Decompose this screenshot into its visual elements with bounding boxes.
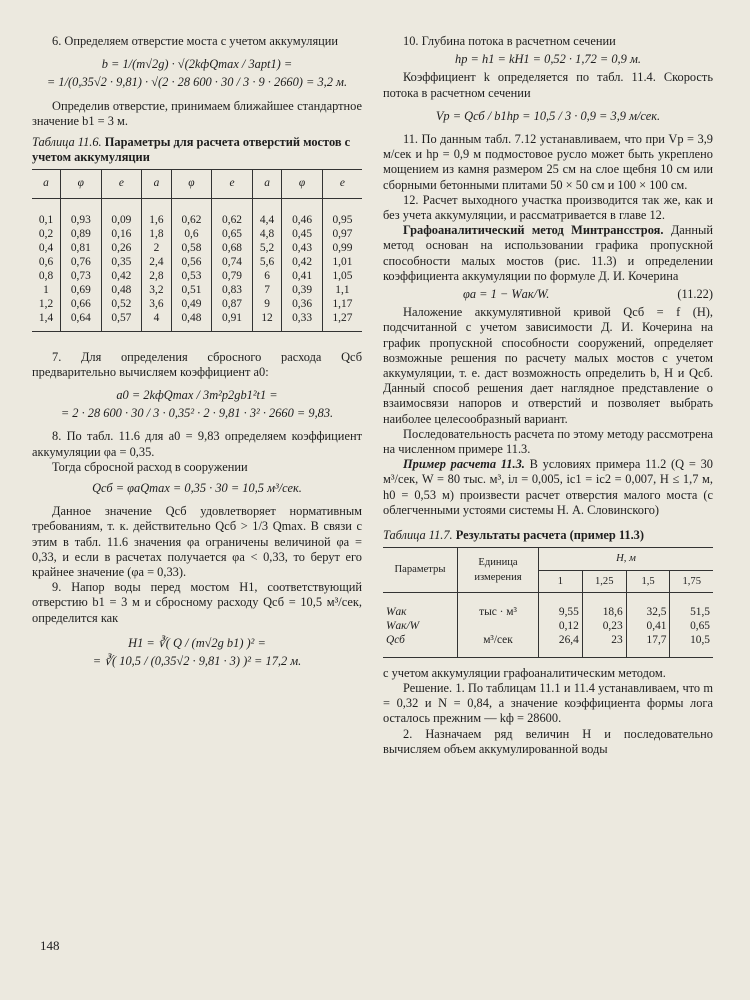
table-cell: 3,2 [142, 283, 172, 297]
column-header: а [32, 170, 61, 198]
table-cell: 0,56 [171, 255, 212, 269]
paragraph-text: Данный метод основан на использовании графика пропускной способности малых мостов (рис. 11.3) и определении коэффициента аккумуляции по формуле Д. И. Кочерина [383, 223, 713, 283]
column-header: φ [171, 170, 212, 198]
table-cell: 0,97 [322, 227, 362, 241]
table-cell: 0,49 [171, 297, 212, 311]
formula: a0 = 2kфQmax / 3m²р2gb1²t1 = [116, 388, 278, 403]
section-heading: Графоаналитический метод Минтрансстроя. [403, 223, 664, 238]
table-cell: 0,42 [101, 269, 142, 283]
paragraph: Определив отверстие, принимаем ближайшее стандартное значение b1 = 3 м. [32, 98, 362, 128]
table-cell: 0,16 [101, 227, 142, 241]
right-column [383, 34, 713, 757]
paragraph-text: В условиях примера 11.2 (Q = 30 м³/сек, W = 80 тыс. м³, iл = 0,005, iс1 = iс2 = 0,007, H ≤ 1,7 м, h0 = 0,53 м) произвести расчет отверстия малого моста (с облегченными устоями системы Н. А. Словинского) [383, 457, 713, 517]
paragraph: Тогда сбросной расход в сооружении [52, 459, 248, 474]
table-cell: 0,26 [101, 241, 142, 255]
table-cell: 0,48 [101, 283, 142, 297]
table-cell: 1,4 [32, 311, 61, 332]
table-row [32, 241, 362, 255]
table-cell: 5,6 [252, 255, 282, 269]
table-row [32, 269, 362, 283]
table-caption-title: Параметры для расчета отверстий мостов с учетом аккумуляции [32, 135, 351, 165]
table-cell: 0,73 [61, 269, 102, 283]
table-row [32, 311, 362, 332]
table-cell: 0,52 [101, 297, 142, 311]
column-header: е [101, 170, 142, 198]
table-row [383, 592, 713, 619]
table-cell: 0,91 [212, 311, 253, 332]
unit-cell: тыс · м³ [458, 592, 539, 619]
table-cell: 3,6 [142, 297, 172, 311]
table-cell: 23 [582, 633, 626, 658]
table-caption-title: Результаты расчета (пример 11.3) [455, 528, 644, 543]
table-cell: 0,89 [61, 227, 102, 241]
table-cell: 4,4 [252, 198, 282, 227]
table-cell: 0,39 [282, 283, 323, 297]
table-cell: 0,99 [322, 241, 362, 255]
table-cell: 0,23 [582, 619, 626, 633]
table-cell: 9 [252, 297, 282, 311]
table-row [32, 198, 362, 227]
table-cell: 0,62 [212, 198, 253, 227]
unit-cell [458, 619, 539, 633]
paragraph: Последовательность расчета по этому методу рассмотрена на численном примере 11.3. [383, 426, 713, 457]
table-cell: 1,6 [142, 198, 172, 227]
table-cell: 7 [252, 283, 282, 297]
unit-cell: м³/сек [458, 633, 539, 658]
table-caption [32, 135, 362, 165]
table-cell: 0,35 [101, 255, 142, 269]
formula: Vр = Qсб / b1hр = 10,5 / 3 · 0,9 = 3,9 м/сек. [435, 108, 661, 123]
table-cell: 26,4 [539, 633, 583, 658]
table-cell: 0,1 [38, 213, 54, 226]
table-cell: 0,42 [282, 255, 323, 269]
table-cell: 0,6 [171, 227, 212, 241]
table-cell: 4 [142, 311, 172, 332]
paragraph [383, 457, 713, 518]
paragraph: 12. Расчет выходного участка производится так же, как и без учета аккумуляции, и рассматривается в главе 12. [383, 192, 713, 223]
column-header: 1,5 [626, 570, 670, 592]
table-11-6 [32, 169, 362, 331]
table-cell: 0,65 [212, 227, 253, 241]
column-header: е [322, 170, 362, 198]
table-cell: 10,5 [670, 633, 713, 658]
table-cell: 0,62 [171, 198, 212, 227]
formula: = 1/(0,35√2 · 9,81) · √(2 · 28 600 · 30 / 3 · 9 · 2660) = 3,2 м. [46, 75, 348, 90]
paragraph: с учетом аккумуляции графоаналитическим методом. [383, 665, 666, 680]
table-row [383, 633, 713, 658]
column-header: а [252, 170, 282, 198]
equation: φа = 1 − Wак/W. [463, 287, 550, 302]
equation-row [383, 287, 713, 302]
table-cell: 0,57 [101, 311, 142, 332]
table-cell: 0,6 [38, 255, 54, 268]
table-cell: 0,64 [61, 311, 102, 332]
table-cell: 0,58 [171, 241, 212, 255]
paragraph: 7. Для определения сбросного расхода Qсб предварительно вычисляем коэффициент a0: [32, 349, 362, 379]
paragraph: Решение. 1. По таблицам 11.1 и 11.4 устанавливаем, что m = 0,32 и N = 0,84, а значение коэффициента формы лога осталось прежним — kф = 28600. [383, 680, 713, 726]
table-cell: 0,12 [539, 619, 583, 633]
table-cell: 1,8 [142, 227, 172, 241]
table-cell: 0,33 [282, 311, 323, 332]
table-cell: 0,43 [282, 241, 323, 255]
example-heading: Пример расчета 11.3. [403, 457, 525, 472]
param-cell: Wак/W [386, 619, 420, 632]
table-cell: 0,53 [171, 269, 212, 283]
table-caption [383, 528, 713, 543]
formula: H1 = ∛( Q / (m√2g b1) )² = [128, 635, 266, 650]
table-caption-label: Таблица 11.7. [383, 528, 453, 543]
table-cell: 1,01 [322, 255, 362, 269]
paragraph [383, 223, 713, 284]
column-header: H, м [539, 548, 714, 570]
table-cell: 17,7 [626, 633, 670, 658]
table-cell: 0,74 [212, 255, 253, 269]
table-cell: 18,6 [582, 592, 626, 619]
table-cell: 0,93 [61, 198, 102, 227]
column-header: φ [282, 170, 323, 198]
table-cell: 9,55 [539, 592, 583, 619]
table-cell: 0,51 [171, 283, 212, 297]
table-cell: 0,66 [61, 297, 102, 311]
left-column [32, 34, 362, 672]
formula: hр = h1 = kH1 = 0,52 · 1,72 = 0,9 м. [455, 52, 641, 67]
table-row [32, 255, 362, 269]
column-header: а [142, 170, 172, 198]
table-cell: 2,4 [142, 255, 172, 269]
table-cell: 0,46 [282, 198, 323, 227]
paragraph: 2. Назначаем ряд величин H и последовательно вычисляем объем аккумулированной воды [383, 726, 713, 756]
page-number: 148 [40, 938, 60, 953]
table-cell: 0,65 [670, 619, 713, 633]
table-cell: 0,4 [38, 241, 54, 254]
column-header: 1,25 [582, 570, 626, 592]
table-cell: 0,36 [282, 297, 323, 311]
paragraph: 8. По табл. 11.6 для a0 = 9,83 определяем коэффициент аккумуляции φа = 0,35. [32, 429, 362, 459]
paragraph: 9. Напор воды перед мостом H1, соответствующий отверстию b1 = 3 м и сбросному расходу Qсб = 10,5 м³/сек, определится как [32, 580, 362, 625]
formula: b = 1/(m√2g) · √(2kфQmax / 3aрt1) = [101, 57, 293, 72]
column-header: 1,75 [670, 570, 713, 592]
param-cell: Wак [386, 605, 407, 618]
column-header: Параметры [383, 548, 458, 592]
formula: = 2 · 28 600 · 30 / 3 · 0,35² · 2 · 9,81 · 3² · 2660 = 9,83. [60, 406, 334, 421]
formula: Qсб = φаQmax = 0,35 · 30 = 10,5 м³/сек. [92, 481, 302, 496]
paragraph: 6. Определяем отверстие моста с учетом аккумуляции [52, 34, 339, 48]
table-cell: 0,76 [61, 255, 102, 269]
paragraph: 10. Глубина потока в расчетном сечении [403, 34, 616, 48]
table-cell: 0,09 [101, 198, 142, 227]
table-cell: 0,68 [212, 241, 253, 255]
table-cell: 4,8 [252, 227, 282, 241]
table-cell: 1 [43, 283, 49, 296]
table-caption-label: Таблица 11.6. [32, 135, 102, 150]
table-cell: 51,5 [670, 592, 713, 619]
paragraph: Данное значение Qсб удовлетворяет нормативным требованиям, т. к. действительно Qсб > 1/3 Qmax. В связи с этим в табл. 11.6 значения φа ограничены величиной φа = 0,33, и если в расчетах получается φа < 0,33, то берут его крайнее значение (φа = 0,33). [32, 504, 362, 580]
table-row [32, 227, 362, 241]
table-cell: 0,41 [282, 269, 323, 283]
table-cell: 0,83 [212, 283, 253, 297]
table-cell: 1,17 [322, 297, 362, 311]
table-row [32, 283, 362, 297]
equation-number: (11.22) [677, 287, 713, 302]
table-cell: 5,2 [252, 241, 282, 255]
table-cell: 1,1 [322, 283, 362, 297]
table-cell: 0,41 [626, 619, 670, 633]
column-header: Единица измерения [458, 548, 539, 592]
table-cell: 0,48 [171, 311, 212, 332]
table-11-7 [383, 547, 713, 657]
table-cell: 0,95 [322, 198, 362, 227]
column-header: φ [61, 170, 102, 198]
table-cell: 0,2 [38, 227, 54, 240]
paragraph: Наложение аккумулятивной кривой Qсб = f (H), подсчитанной с учетом зависимости Д. И. Кочерина на график пропускной способности сооружений, определяет возможные решения по расчету малых мостов с учетом аккумуляции, т. е. даст возможность определить b, H и Qсб. Данный способ решения дает наглядное представление о взаимосвязи напоров и отверстий и позволяет выбрать наиболее целесообразный вариант. [383, 305, 713, 426]
table-cell: 0,45 [282, 227, 323, 241]
param-cell: Qсб [383, 633, 458, 658]
formula: = ∛( 10,5 / (0,35√2 · 9,81 · 3) )² = 17,2 м. [92, 654, 302, 669]
table-row [383, 619, 713, 633]
table-cell: 0,81 [61, 241, 102, 255]
column-header: е [212, 170, 253, 198]
table-cell: 1,27 [322, 311, 362, 332]
table-cell: 2 [142, 241, 172, 255]
table-cell: 1,2 [38, 297, 54, 310]
table-cell: 6 [252, 269, 282, 283]
table-cell: 0,87 [212, 297, 253, 311]
table-row [32, 297, 362, 311]
table-cell: 0,8 [38, 269, 54, 282]
table-cell: 2,8 [142, 269, 172, 283]
table-cell: 12 [252, 311, 282, 332]
paragraph: 11. По данным табл. 7.12 устанавливаем, что при Vр = 3,9 м/сек и hр = 0,9 м подмостовое русло может быть укреплено мощением из камня размером 25 см на слое щебня 10 см или сборными бетонными плитами 50 × 50 см и 100 × 100 см. [383, 132, 713, 192]
table-cell: 0,79 [212, 269, 253, 283]
table-cell: 32,5 [626, 592, 670, 619]
table-cell: 1,05 [322, 269, 362, 283]
column-header: 1 [539, 570, 583, 592]
table-cell: 0,69 [61, 283, 102, 297]
paragraph: Коэффициент k определяется по табл. 11.4. Скорость потока в расчетном сечении [383, 70, 713, 100]
